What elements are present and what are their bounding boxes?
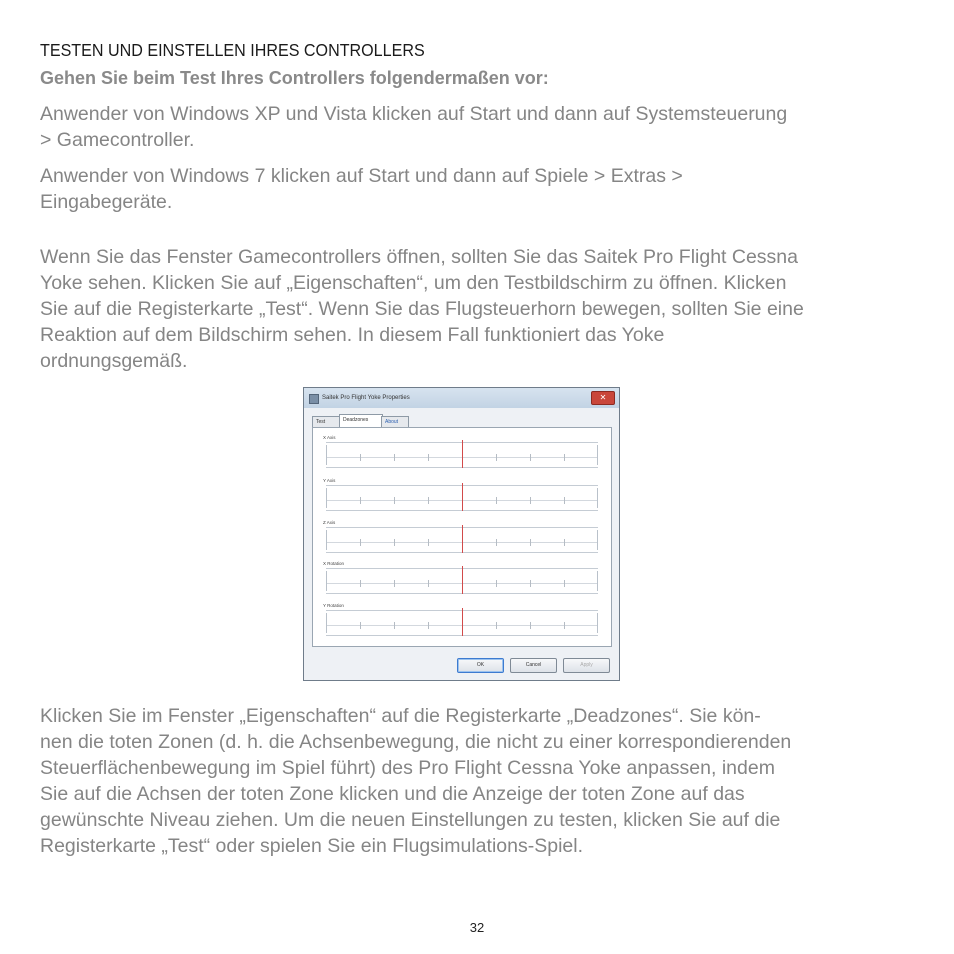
slider-tick <box>530 454 531 461</box>
slider-tick <box>360 622 361 629</box>
slider-tick <box>394 580 395 587</box>
slider-tick <box>496 454 497 461</box>
slider-tick <box>530 497 531 504</box>
tab-test[interactable]: Test <box>312 416 340 427</box>
text-line: Klicken Sie im Fenster „Eigenschaften“ auf die Registerkarte „Deadzones“. Sie kön- <box>40 705 761 727</box>
slider-tick <box>564 454 565 461</box>
slider-tick <box>530 539 531 546</box>
slider-tick <box>530 580 531 587</box>
slider-tick <box>394 622 395 629</box>
text-line: nen die toten Zonen (d. h. die Achsenbewegung, die nicht zu einer korrespondierenden <box>40 731 792 753</box>
axis-label-y-rotation: Y Rotation <box>323 603 344 608</box>
axis-label-x: X Axis <box>323 435 336 440</box>
apply-button[interactable]: Apply <box>563 658 610 673</box>
text-line: Sie auf die Achsen der toten Zone klicken und die Anzeige der toten Zone auf das <box>40 783 745 805</box>
tab-about[interactable]: About <box>381 416 409 427</box>
section-heading: TESTEN UND EINSTELLEN IHRES CONTROLLERS <box>40 40 425 60</box>
text-line: Registerkarte „Test“ oder spielen Sie ein Flugsimulations-Spiel. <box>40 835 583 857</box>
text-line: gewünschte Niveau ziehen. Um die neuen Einstellungen zu testen, klicken Sie auf die <box>40 809 781 831</box>
axis-label-x-rotation: X Rotation <box>323 561 345 566</box>
text-line: Yoke sehen. Klicken Sie auf „Eigenschaften“, um den Testbildschirm zu öffnen. Klicken <box>40 272 787 294</box>
deadzones-panel <box>312 427 612 647</box>
slider-tick <box>360 497 361 504</box>
slider-tick <box>360 539 361 546</box>
dialog-titlebar <box>304 388 619 408</box>
page-number: 32 <box>469 920 485 935</box>
text-line: ordnungsgemäß. <box>40 350 188 372</box>
paragraph-windows-xp-vista <box>40 101 930 153</box>
slider-tick <box>564 539 565 546</box>
slider-tick <box>564 580 565 587</box>
slider-tick <box>530 622 531 629</box>
properties-dialog-screenshot <box>303 387 620 681</box>
slider-tick <box>428 497 429 504</box>
slider-tick <box>496 539 497 546</box>
text-line: Wenn Sie das Fenster Gamecontrollers öffnen, sollten Sie das Saitek Pro Flight Cessna <box>40 246 798 268</box>
section-subheading: Gehen Sie beim Test Ihres Controllers folgendermaßen vor: <box>40 68 549 88</box>
deadzone-slider-x-axis[interactable] <box>326 442 598 468</box>
slider-tick <box>564 622 565 629</box>
paragraph-windows-7 <box>40 163 930 215</box>
slider-tick <box>360 580 361 587</box>
text-line: Sie auf die Registerkarte „Test“. Wenn Sie das Flugsteuerhorn bewegen, sollten Sie eine <box>40 298 804 320</box>
slider-tick <box>496 622 497 629</box>
deadzone-slider-y-axis[interactable] <box>326 485 598 511</box>
tab-deadzones[interactable]: Deadzones <box>339 414 383 427</box>
deadzone-slider-x-rotation[interactable] <box>326 568 598 594</box>
axis-label-y: Y Axis <box>323 478 336 483</box>
text-line: Steuerflächenbewegung im Spiel führt) des Pro Flight Cessna Yoke anpassen, indem <box>40 757 775 779</box>
text-line: Reaktion auf dem Bildschirm sehen. In diesem Fall funktioniert das Yoke <box>40 324 665 346</box>
text-line: Anwender von Windows 7 klicken auf Start und dann auf Spiele > Extras > <box>40 165 683 187</box>
close-icon[interactable]: ✕ <box>591 391 615 405</box>
slider-tick <box>496 497 497 504</box>
axis-label-z: Z Axis <box>323 520 336 525</box>
controller-icon <box>309 394 319 404</box>
slider-tick <box>394 539 395 546</box>
ok-button[interactable]: OK <box>457 658 504 673</box>
slider-tick <box>428 622 429 629</box>
slider-tick <box>428 454 429 461</box>
slider-tick <box>428 539 429 546</box>
text-line: > Gamecontroller. <box>40 129 195 151</box>
text-line: Eingabegeräte. <box>40 191 173 213</box>
text-line: Anwender von Windows XP und Vista klicken auf Start und dann auf Systemsteuerung <box>40 103 788 125</box>
deadzone-slider-y-rotation[interactable] <box>326 610 598 636</box>
dialog-title: Saitek Pro Flight Yoke Properties <box>322 395 410 401</box>
slider-tick <box>394 497 395 504</box>
paragraph-deadzones-instructions <box>40 703 930 859</box>
cancel-button[interactable]: Cancel <box>510 658 557 673</box>
slider-tick <box>496 580 497 587</box>
paragraph-test-instructions <box>40 244 930 374</box>
deadzone-slider-z-axis[interactable] <box>326 527 598 553</box>
slider-tick <box>360 454 361 461</box>
slider-tick <box>394 454 395 461</box>
slider-tick <box>564 497 565 504</box>
slider-tick <box>428 580 429 587</box>
